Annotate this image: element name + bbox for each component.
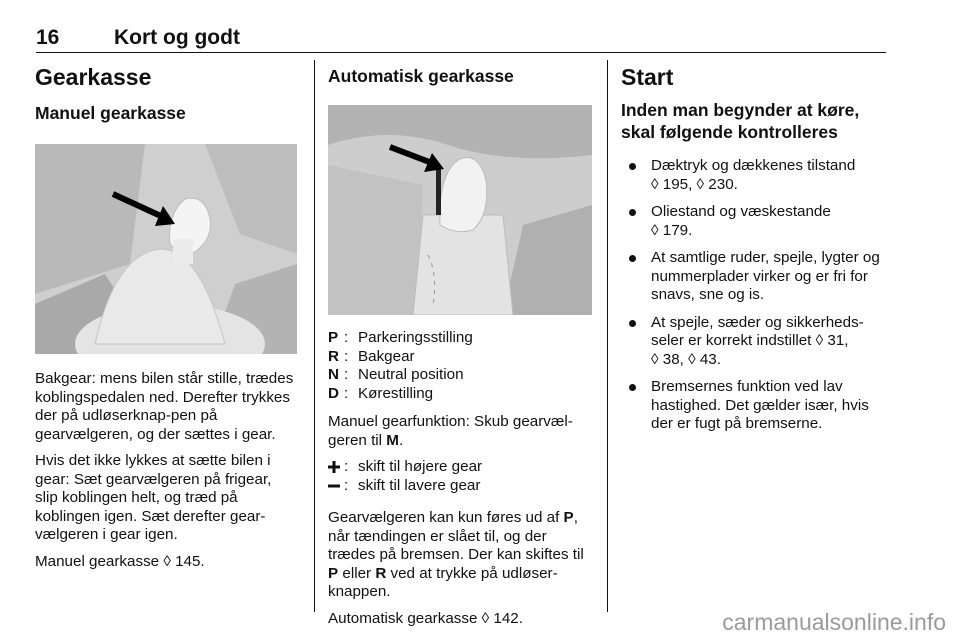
section-subtitle: Automatisk gearkasse: [328, 66, 514, 86]
ref-icon: ◊: [651, 175, 659, 193]
bullet-icon: [629, 384, 636, 391]
watermark: carmanualsonline.info: [722, 609, 946, 635]
ref-icon: ◊: [651, 350, 659, 368]
bullet-icon: [629, 320, 636, 327]
list-item: Dæktryk og dækkenes tilstand ◊ 195, ◊ 230.: [621, 157, 889, 194]
section-title: Gearkasse: [35, 64, 152, 90]
minus-icon: [328, 477, 344, 496]
automatic-gearshift-illustration: [328, 105, 592, 315]
list-item: At samtlige ruder, spejle, lygter og nummerplader virker og er fri for snavs, sne og is.: [621, 249, 889, 305]
chapter-title: Kort og godt: [114, 26, 240, 49]
column-manual-gearbox: [35, 58, 297, 579]
ref-icon: ◊: [481, 609, 490, 627]
cross-reference: Manuel gearkasse ◊ 145.: [35, 552, 205, 570]
definition-row: : skift til højere gear: [328, 458, 592, 477]
bullet-icon: [629, 209, 636, 216]
definition-row: P : Parkeringsstilling: [328, 329, 473, 346]
checklist: [621, 157, 889, 434]
list-item: Bremsernes funktion ved lav hastighed. Det gælder især, hvis der er fugt på bremserne.: [621, 378, 889, 434]
page-header: [36, 26, 886, 53]
shift-list: [328, 458, 592, 495]
column-start: [621, 58, 889, 443]
ref-icon: ◊: [688, 350, 696, 368]
plus-icon: [328, 458, 344, 477]
ref-icon: ◊: [651, 221, 659, 239]
column-divider: [607, 60, 608, 612]
page-number: 16: [36, 26, 60, 49]
paragraph: Gearvælgeren kan kun føres ud af P, når tændingen er slået til, og der trædes på bremsen. Der kan skiftes til P eller R ved at trykke på udløser-knappen.: [328, 509, 584, 600]
ref-icon: ◊: [696, 175, 705, 193]
manual-gearshift-illustration: [35, 144, 297, 354]
bullet-icon: [629, 255, 636, 262]
column-divider: [314, 60, 315, 612]
ref-icon: ◊: [163, 552, 171, 570]
list-item: At spejle, sæder og sikkerheds-seler er korrekt indstillet ◊ 31, ◊ 38, ◊ 43.: [621, 314, 889, 370]
definition-row: D : Kørestilling: [328, 384, 434, 402]
paragraph: Hvis det ikke lykkes at sætte bilen i gear: Sæt gearvælgeren på frigear, slip koblingen helt, og træd på koblingen igen. Sæt derefter gear-vælgeren i gear igen.: [35, 452, 272, 543]
column-automatic-gearbox: [328, 58, 592, 636]
section-subtitle: Manuel gearkasse: [35, 103, 186, 123]
paragraph: Manuel gearfunktion: Skub gearvæl-geren til M.: [328, 413, 573, 449]
cross-reference: Automatisk gearkasse ◊ 142.: [328, 609, 523, 627]
section-title: Start: [621, 64, 674, 90]
definition-row: : skift til lavere gear: [328, 477, 592, 496]
paragraph: Bakgear: mens bilen står stille, trædes koblingspedalen ned. Derefter trykkes der på udløserknap-pen på gearvælgeren, og der sættes i gear.: [35, 370, 294, 443]
gear-positions-list: [328, 329, 592, 403]
bullet-icon: [629, 163, 636, 170]
list-item: Oliestand og væskestande ◊ 179.: [621, 203, 889, 240]
section-subtitle: Inden man begynder at køre, skal følgende kontrolleres: [621, 100, 860, 142]
ref-icon: ◊: [815, 332, 824, 349]
definition-row: N : Neutral position: [328, 366, 464, 383]
definition-row: R : Bakgear: [328, 347, 415, 365]
